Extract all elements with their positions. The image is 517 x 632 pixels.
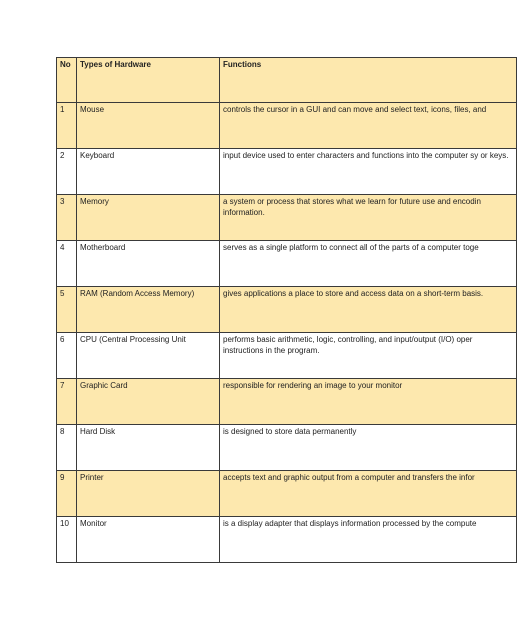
hardware-function: responsible for rendering an image to your monitor	[220, 379, 517, 425]
hardware-function: input device used to enter characters and functions into the computer sy or keys.	[220, 149, 517, 195]
hardware-type: Mouse	[77, 103, 220, 149]
table-header-row	[57, 58, 517, 103]
row-number: 2	[57, 149, 77, 195]
table-row	[57, 195, 517, 241]
header-types-of-hardware: Types of Hardware	[77, 58, 220, 103]
hardware-function: performs basic arithmetic, logic, controlling, and input/output (I/O) oper instructions in the program.	[220, 333, 517, 379]
hardware-table	[56, 57, 517, 563]
hardware-type: Motherboard	[77, 241, 220, 287]
table-row	[57, 517, 517, 563]
hardware-function: accepts text and graphic output from a computer and transfers the infor	[220, 471, 517, 517]
hardware-type: Keyboard	[77, 149, 220, 195]
table-row	[57, 425, 517, 471]
hardware-function: is a display adapter that displays information processed by the compute	[220, 517, 517, 563]
hardware-function: a system or process that stores what we learn for future use and encodin information.	[220, 195, 517, 241]
hardware-type: Printer	[77, 471, 220, 517]
row-number: 6	[57, 333, 77, 379]
hardware-type: CPU (Central Processing Unit	[77, 333, 220, 379]
row-number: 10	[57, 517, 77, 563]
hardware-type: Monitor	[77, 517, 220, 563]
table-row	[57, 333, 517, 379]
hardware-type: Hard Disk	[77, 425, 220, 471]
row-number: 8	[57, 425, 77, 471]
table-row	[57, 103, 517, 149]
hardware-type: RAM (Random Access Memory)	[77, 287, 220, 333]
row-number: 3	[57, 195, 77, 241]
header-no: No	[57, 58, 77, 103]
hardware-function: gives applications a place to store and access data on a short-term basis.	[220, 287, 517, 333]
row-number: 1	[57, 103, 77, 149]
hardware-type: Graphic Card	[77, 379, 220, 425]
table-row	[57, 149, 517, 195]
row-number: 4	[57, 241, 77, 287]
row-number: 9	[57, 471, 77, 517]
table-row	[57, 287, 517, 333]
hardware-function: serves as a single platform to connect all of the parts of a computer toge	[220, 241, 517, 287]
row-number: 5	[57, 287, 77, 333]
hardware-function: controls the cursor in a GUI and can move and select text, icons, files, and	[220, 103, 517, 149]
table-row	[57, 241, 517, 287]
hardware-type: Memory	[77, 195, 220, 241]
table-row	[57, 471, 517, 517]
hardware-function: is designed to store data permanently	[220, 425, 517, 471]
row-number: 7	[57, 379, 77, 425]
header-functions: Functions	[220, 58, 517, 103]
table-row	[57, 379, 517, 425]
